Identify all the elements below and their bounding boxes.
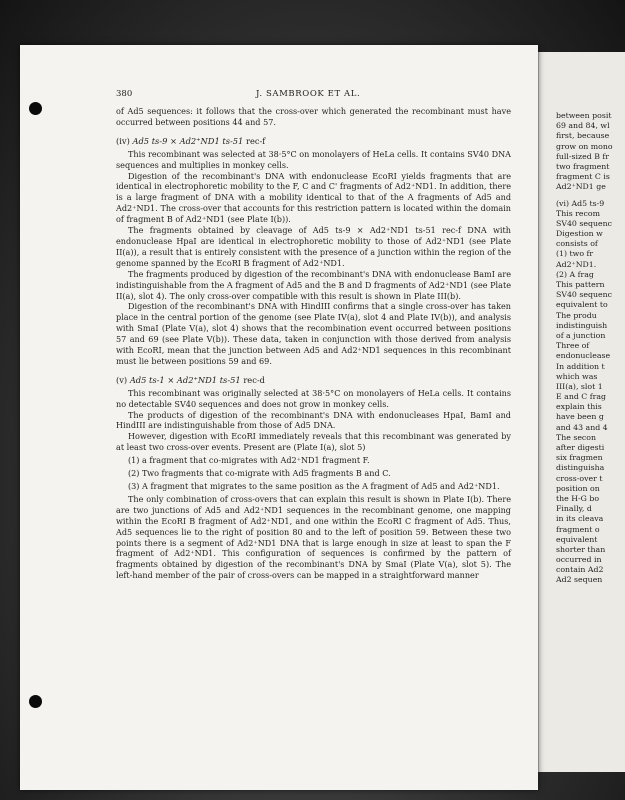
facing-line: which was — [556, 371, 598, 381]
paragraph: The products of digestion of the recombinant's DNA with endonucleases HpaI, BamI and HindIII are indistinguishable from those of Ad5 DNA. — [116, 409, 511, 431]
facing-line: consists of — [556, 239, 598, 249]
facing-line: In addition t — [556, 361, 605, 371]
facing-line: E and C frag — [556, 392, 607, 402]
facing-line: indistinguish — [556, 320, 608, 330]
facing-line: Ad2 sequen — [556, 575, 603, 585]
facing-line: position on — [556, 483, 600, 493]
section-iv-number: (iv) — [116, 135, 130, 146]
facing-line: The produ — [556, 310, 597, 320]
facing-line: (2) A frag — [556, 269, 594, 279]
facing-line: endonuclease — [556, 351, 611, 361]
section-v-number: (v) — [116, 374, 128, 385]
facing-line: Three of — [556, 341, 590, 351]
facing-line: and 43 and 4 — [556, 422, 608, 432]
facing-line: full-sized B fr — [556, 151, 610, 161]
paragraph: Digestion of the recombinant's DNA with endonuclease EcoRI yields fragments that are identical in electrophoretic mobility to the F, C and C' fragments of Ad2⁺ND1. In addition, there is a large fragment of DNA with a mobility identical to that of the A fragments of Ad5 and Ad2⁺ND1. The cross-over that accounts for this restriction pattern is located within the domain of fragment B of Ad2⁺ND1 (see Plate I(b)). — [116, 170, 511, 225]
facing-line: III(a), slot 1 — [556, 381, 603, 391]
paragraph: The fragments obtained by cleavage of Ad5 ts-9 × Ad2⁺ND1 ts-51 rec-f DNA with endonuclease HpaI are identical in electrophoretic mobility to those of Ad2⁺ND1 (see Plate II(a)), a result that is entirely consistent with the presence of a junction within the region of the genome spanned by the EcoRI B fragment of Ad2⁺ND1. — [116, 225, 511, 268]
facing-line: equivalent to — [556, 300, 608, 310]
paragraph: Digestion of the recombinant's DNA with HindIII confirms that a single cross-over has taken place in the central portion of the genome (see Plate IV(a), slot 4 and Plate IV(b)), and analysis with SmaI (Plate V(a), slot 4) shows that the recombination event occurred between positions 57 and 69 (see Plate V(b)). These data, taken in conjunction with those derived from analysis with EcoRI, mean that the junction between Ad5 and Ad2⁺ND1 sequences in this recombinant must lie between positions 59 and 69. — [116, 301, 511, 366]
facing-line: Finally, d — [556, 504, 592, 514]
facing-line: between posit — [556, 111, 612, 120]
section-iv-cross: Ad5 ts-9 × Ad2⁺ND1 ts-51 — [132, 135, 244, 146]
facing-line: two fragment — [556, 161, 610, 171]
facing-page-text — [556, 111, 625, 586]
list-item: (2) Two fragments that co-migrate with Ad5 fragments B and C. — [128, 468, 391, 479]
paragraph: The fragments produced by digestion of the recombinant's DNA with endonuclease BamI are indistinguishable from the A fragment of Ad5 and the B and D fragments of Ad2⁺ND1 (see Plate II(a), slot 4). The only cross-over compatible with this result is shown in Plate III(b). — [116, 268, 511, 301]
facing-line: Ad2⁺ND1. — [556, 259, 597, 269]
facing-line: fragment C is — [556, 172, 610, 182]
facing-line: 69 and 84, wl — [556, 121, 610, 131]
running-head: J. SAMBROOK ET AL. — [256, 89, 361, 99]
list-item: (1) a fragment that co-migrates with Ad2⁺ND1 fragment F. — [128, 455, 370, 466]
facing-line: (vi) Ad5 ts-9 — [556, 198, 605, 208]
facing-line: in its cleava — [556, 514, 604, 524]
facing-line: This pattern — [556, 280, 605, 289]
body-text — [116, 106, 511, 581]
facing-line: explain this — [556, 402, 602, 412]
facing-line: first, because — [556, 131, 610, 141]
paragraph: The only combination of cross-overs that can explain this result is shown in Plate I(b). There are two junctions of Ad5 and Ad2⁺ND1 sequences in the recombinant genome, one mapping within the EcoRI B fragment of Ad2⁺ND1, and one within the EcoRI C fragment of Ad5. Thus, Ad5 sequences lie to the right of position 80 and to the left of position 59. Between these two points there is a segment of Ad2⁺ND1 DNA that is large enough in size at least to span the F fragment of Ad2⁺ND1. This configuration of sequences is confirmed by the pattern of fragments obtained by digestion of the recombinant's DNA by SmaI (Plate V(a), slot 5). The left-hand member of the pair of cross-overs can be mapped in a straightforward manner — [116, 493, 511, 581]
intro-paragraph: of Ad5 sequences: it follows that the cross-over which generated the recombinant must have occurred between positions 44 and 57. — [116, 106, 511, 127]
facing-line: SV40 sequenc — [556, 218, 613, 228]
facing-line: The secon — [556, 432, 597, 442]
section-v-cross: Ad5 ts-1 × Ad2⁺ND1 ts-51 — [129, 374, 241, 385]
facing-line: equivalent — [556, 534, 598, 544]
page-number: 380 — [116, 89, 133, 99]
paragraph: This recombinant was selected at 38·5°C on monolayers of HeLa cells. It contains SV40 DNA sequences and multiplies in monkey cells. — [116, 148, 511, 170]
facing-line: have been g — [556, 412, 604, 422]
facing-line: after digesti — [556, 443, 605, 452]
facing-line: This recom — [556, 208, 600, 218]
section-iv-suffix: rec-f — [245, 135, 266, 146]
facing-line: fragment o — [556, 524, 600, 534]
facing-line: SV40 sequenc — [556, 290, 613, 300]
section-v-suffix: rec-d — [243, 374, 265, 385]
facing-line: occurred in — [556, 555, 602, 565]
facing-line: shorter than — [556, 544, 606, 554]
facing-line: Digestion w — [556, 229, 603, 239]
facing-line: the H-G bo — [556, 493, 600, 503]
section-v-heading — [116, 375, 511, 386]
punch-hole — [29, 695, 42, 708]
punch-hole — [29, 102, 42, 115]
page-header — [0, 89, 625, 103]
facing-line: six fragmen — [556, 453, 603, 463]
section-iv-heading — [116, 136, 511, 147]
paragraph: This recombinant was originally selected at 38·5°C on monolayers of HeLa cells. It contains no detectable SV40 sequences and does not grow in monkey cells. — [116, 387, 511, 409]
paragraph: However, digestion with EcoRI immediately reveals that this recombinant was generated by at least two cross-over events. Present are (Plate I(a), slot 5) — [116, 431, 511, 453]
facing-line: contain Ad2 — [556, 565, 604, 575]
facing-line: Ad2⁺ND1 ge — [556, 182, 606, 192]
facing-line: cross-over t — [556, 473, 603, 483]
facing-line: (1) two fr — [556, 249, 594, 259]
facing-line: grow on mono — [556, 141, 613, 151]
facing-line: of a junction — [556, 330, 606, 340]
list-item: (3) A fragment that migrates to the same position as the A fragment of Ad5 and Ad2⁺ND1. — [128, 481, 500, 491]
facing-line: distinguisha — [556, 463, 605, 473]
